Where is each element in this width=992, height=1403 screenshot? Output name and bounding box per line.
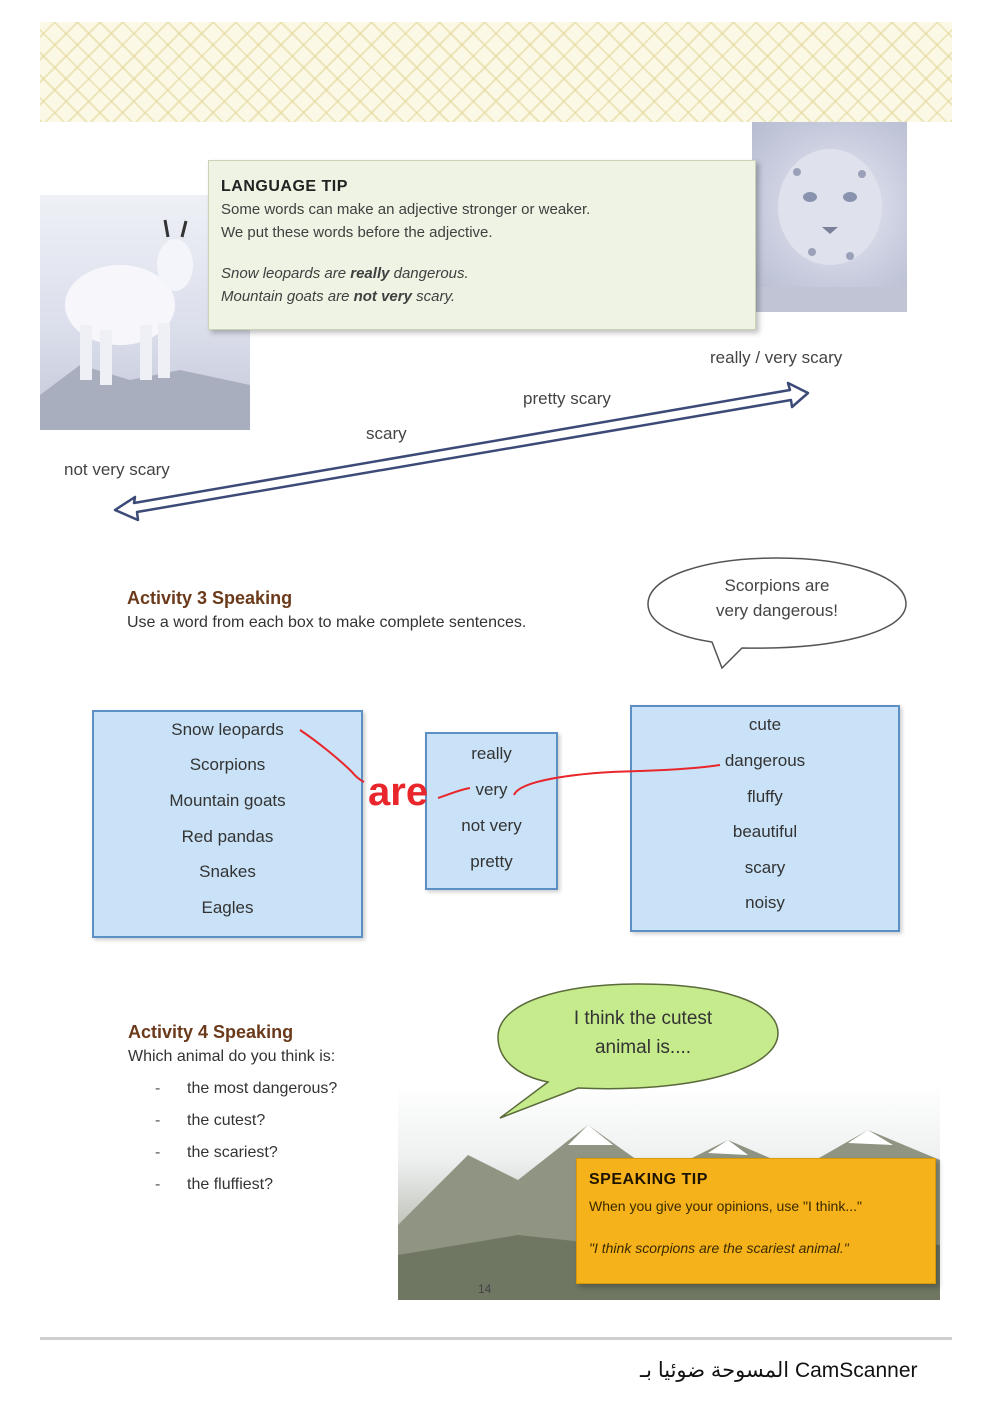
example-2-bold: not very [353, 288, 412, 305]
list-item-text: the most dangerous? [187, 1080, 338, 1097]
animal-word: Red pandas [181, 827, 274, 846]
animal-word: Scorpions [189, 755, 266, 774]
list-dash: - [155, 1144, 161, 1161]
handwritten-are: are [368, 770, 429, 814]
adjective-word: noisy [745, 893, 785, 912]
animal-word: Snow leopards [171, 720, 284, 739]
animal-word: Snakes [199, 862, 256, 881]
activity-4-question: Which animal do you think is: [128, 1048, 336, 1065]
activity-3-title: Activity 3 Speaking [127, 588, 293, 608]
language-tip-title: LANGUAGE TIP [221, 178, 348, 195]
example-1-start: Snow leopards are [221, 265, 351, 282]
page-number: 14 [478, 1282, 492, 1296]
speaking-tip-example: "I think scorpions are the scariest animal." [589, 1240, 849, 1256]
intensifier-word: really [471, 744, 512, 763]
list-dash: - [155, 1080, 161, 1097]
intensifier-word: not very [461, 816, 522, 835]
scale-label-really-very-scary: really / very scary [710, 348, 843, 367]
footer-divider [40, 1337, 952, 1340]
list-item-text: the scariest? [187, 1144, 278, 1161]
speaking-tip-line: When you give your opinions, use "I think..." [589, 1198, 862, 1214]
example-2-end: scary. [411, 288, 456, 305]
scale-label-scary: scary [366, 424, 407, 443]
scale-label-not-very-scary: not very scary [64, 460, 170, 479]
adjective-word: dangerous [724, 751, 806, 770]
animal-word: Eagles [201, 898, 254, 917]
adjective-word: beautiful [732, 822, 798, 841]
activity-4-title: Activity 4 Speaking [128, 1022, 294, 1042]
language-tip-line-1: Some words can make an adjective stronger or weaker. [221, 201, 591, 218]
language-tip-line-2: We put these words before the adjective. [221, 224, 493, 241]
activity-3-instruction: Use a word from each box to make complete sentences. [127, 614, 527, 631]
scale-label-pretty-scary: pretty scary [523, 389, 611, 408]
speaking-tip-title: SPEAKING TIP [589, 1171, 708, 1188]
speech-bubble-cutest [520, 1004, 766, 1062]
bubble-line-2: animal is.... [594, 1037, 692, 1058]
list-dash: - [155, 1112, 161, 1129]
bubble-line-1: I think the cutest [573, 1008, 713, 1029]
bubble-line-1: Scorpions are [724, 576, 830, 595]
list-dash: - [155, 1176, 161, 1193]
bubble-line-2: very dangerous! [716, 601, 838, 620]
camscanner-watermark: المسوحة ضوئيا بـ CamScanner [640, 1359, 918, 1382]
animal-word: Mountain goats [169, 791, 286, 810]
list-item-text: the cutest? [187, 1112, 266, 1129]
adjective-word: scary [744, 858, 786, 877]
intensifier-word: very [475, 780, 508, 799]
example-1-end: dangerous. [389, 265, 469, 282]
list-item-text: the fluffiest? [187, 1176, 273, 1193]
example-2-start: Mountain goats are [221, 288, 354, 305]
example-1-bold: really [350, 265, 390, 282]
speaking-tip-box [576, 1158, 936, 1284]
intensifier-word: pretty [470, 852, 513, 871]
adjective-word: fluffy [747, 787, 783, 806]
adjective-word: cute [748, 715, 782, 734]
